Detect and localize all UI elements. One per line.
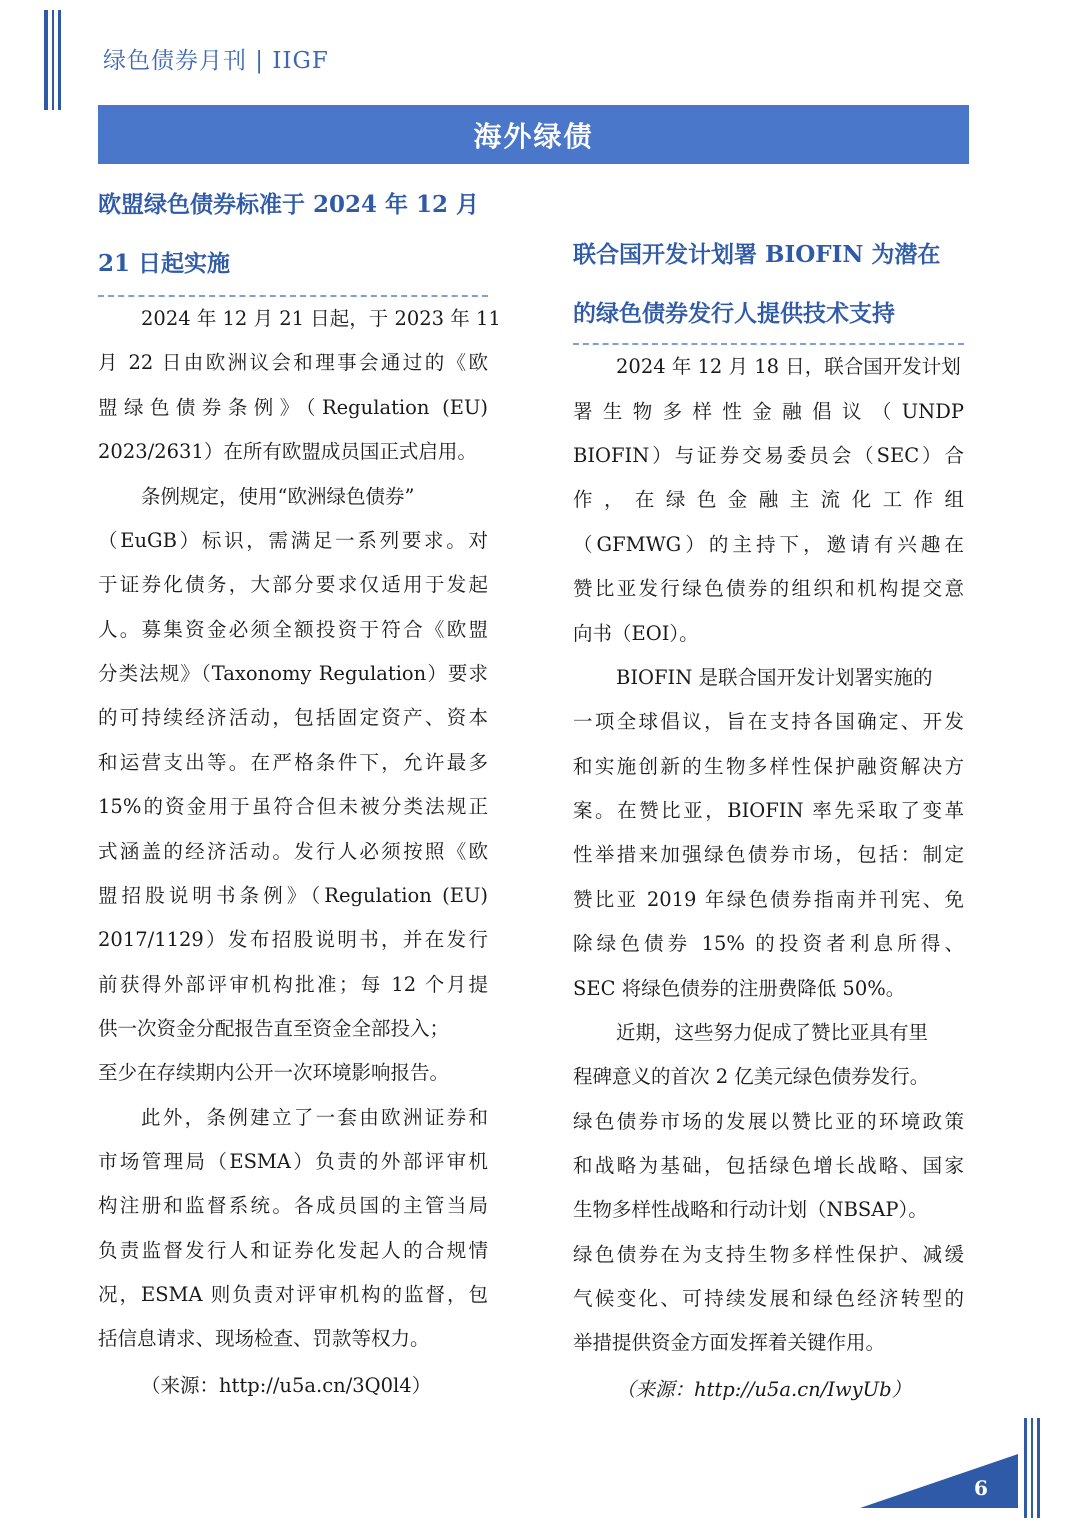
- left-body-line: 2024 年 12 月 21 日起，于 2023 年 11: [141, 307, 501, 330]
- right-body-line: 性举措来加强绿色债券市场，包括：制定: [573, 843, 964, 866]
- left-title-divider: [98, 295, 488, 297]
- right-body-line: 和实施创新的生物多样性保护融资解决方: [573, 755, 964, 778]
- header-decor-bar-1: [44, 10, 48, 110]
- left-body-line: 供一次资金分配报告直至资金全部投入；: [98, 1017, 450, 1040]
- left-body-line: 2017/1129）发布招股说明书，并在发行: [98, 928, 488, 951]
- footer-decor-bar-3: [1037, 1418, 1040, 1518]
- left-body-line: 此外，条例建立了一套由欧洲证券和: [141, 1106, 488, 1129]
- header-decor-bar-2: [52, 10, 54, 110]
- right-title-divider: [573, 343, 964, 345]
- left-body-line: 条例规定，使用“欧洲绿色债券”: [141, 485, 415, 508]
- left-body-line: 和运营支出等。在严格条件下，允许最多: [98, 751, 488, 774]
- section-title: 海外绿债: [473, 120, 594, 153]
- right-body-line: 一项全球倡议，旨在支持各国确定、开发: [573, 710, 964, 733]
- right-body-line: （GFMWG）的主持下，邀请有兴趣在: [573, 533, 964, 556]
- left-body-line: 式涵盖的经济活动。发行人必须按照《欧: [98, 840, 488, 863]
- right-body-line: BIOFIN 是联合国开发计划署实施的: [616, 666, 933, 689]
- right-body-line: 除绿色债券 15% 的投资者利息所得、: [573, 932, 964, 955]
- right-body-line: 绿色债券在为支持生物多样性保护、减缓: [573, 1243, 964, 1266]
- left-body-line: 分类法规》（Taxonomy Regulation）要求: [98, 662, 488, 685]
- right-body-line: 署生物多样性金融倡议（UNDP: [573, 400, 964, 423]
- right-article-title-line-2: 的绿色债券发行人提供技术支持: [573, 300, 895, 327]
- right-article-source: （来源：http://u5a.cn/IwyUb）: [616, 1378, 912, 1401]
- left-body-line: 构注册和监督系统。各成员国的主管当局: [98, 1194, 488, 1217]
- publication-title: 绿色债券月刊 | IIGF: [103, 48, 329, 74]
- footer-decor-bar-1: [1024, 1418, 1027, 1518]
- right-body-line: 近期，这些努力促成了赞比亚具有里: [616, 1021, 929, 1044]
- right-article-title-line-1: 联合国开发计划署 BIOFIN 为潜在: [573, 241, 941, 268]
- left-body-line: 盟绿色债券条例》（Regulation (EU): [98, 396, 488, 419]
- right-body-line: 2024 年 12 月 18 日，联合国开发计划: [616, 355, 961, 378]
- left-body-line: 的可持续经济活动，包括固定资产、资本: [98, 706, 488, 729]
- right-body-line: 向书（EOI）。: [573, 622, 699, 645]
- right-body-line: 赞比亚 2019 年绿色债券指南并刊宪、免: [573, 888, 964, 911]
- left-body-line: 况，ESMA 则负责对评审机构的监督，包: [98, 1283, 488, 1306]
- right-body-line: 和战略为基础，包括绿色增长战略、国家: [573, 1154, 964, 1177]
- right-body-line: 气候变化、可持续发展和绿色经济转型的: [573, 1287, 964, 1310]
- right-body-line: BIOFIN）与证券交易委员会（SEC）合: [573, 444, 964, 467]
- left-body-line: （EuGB）标识，需满足一系列要求。对: [98, 529, 488, 552]
- left-body-line: 月 22 日由欧洲议会和理事会通过的《欧: [98, 351, 488, 374]
- right-body-line: 程碑意义的首次 2 亿美元绿色债券发行。: [573, 1065, 930, 1088]
- section-banner: [98, 105, 969, 164]
- left-body-line: 市场管理局（ESMA）负责的外部评审机: [98, 1150, 488, 1173]
- left-body-line: 人。募集资金必须全额投资于符合《欧盟: [98, 618, 488, 641]
- header-decor-bar-3: [58, 10, 61, 110]
- left-body-line: 2023/2631）在所有欧盟成员国正式启用。: [98, 440, 477, 463]
- footer-decor-bar-2: [1031, 1418, 1033, 1518]
- right-body-line: 作，在绿色金融主流化工作组: [573, 488, 964, 511]
- right-body-line: 生物多样性战略和行动计划（NBSAP）。: [573, 1198, 928, 1221]
- left-body-line: 负责监督发行人和证券化发起人的合规情: [98, 1239, 488, 1262]
- left-article-source: （来源：http://u5a.cn/3Q0l4）: [141, 1374, 432, 1397]
- left-body-line: 至少在存续期内公开一次环境影响报告。: [98, 1061, 450, 1084]
- left-body-line: 于证券化债务，大部分要求仅适用于发起: [98, 573, 488, 596]
- left-article-title-line-2: 21 日起实施: [98, 250, 231, 277]
- right-body-line: 案。在赞比亚，BIOFIN 率先采取了变革: [573, 799, 964, 822]
- page-corner-triangle: [860, 1450, 1020, 1510]
- left-body-line: 前获得外部评审机构批准；每 12 个月提: [98, 973, 488, 996]
- left-body-line: 15%的资金用于虽符合但未被分类法规正: [98, 795, 488, 818]
- right-body-line: SEC 将绿色债券的注册费降低 50%。: [573, 977, 906, 1000]
- left-article-title-line-1: 欧盟绿色债券标准于 2024 年 12 月: [98, 191, 480, 218]
- left-body-line: 盟招股说明书条例》（Regulation (EU): [98, 884, 488, 907]
- right-body-line: 绿色债券市场的发展以赞比亚的环境政策: [573, 1110, 964, 1133]
- right-body-line: 赞比亚发行绿色债券的组织和机构提交意: [573, 577, 964, 600]
- right-body-line: 举措提供资金方面发挥着关键作用。: [573, 1331, 886, 1354]
- left-body-line: 括信息请求、现场检查、罚款等权力。: [98, 1327, 430, 1350]
- page-number: 6: [974, 1476, 988, 1500]
